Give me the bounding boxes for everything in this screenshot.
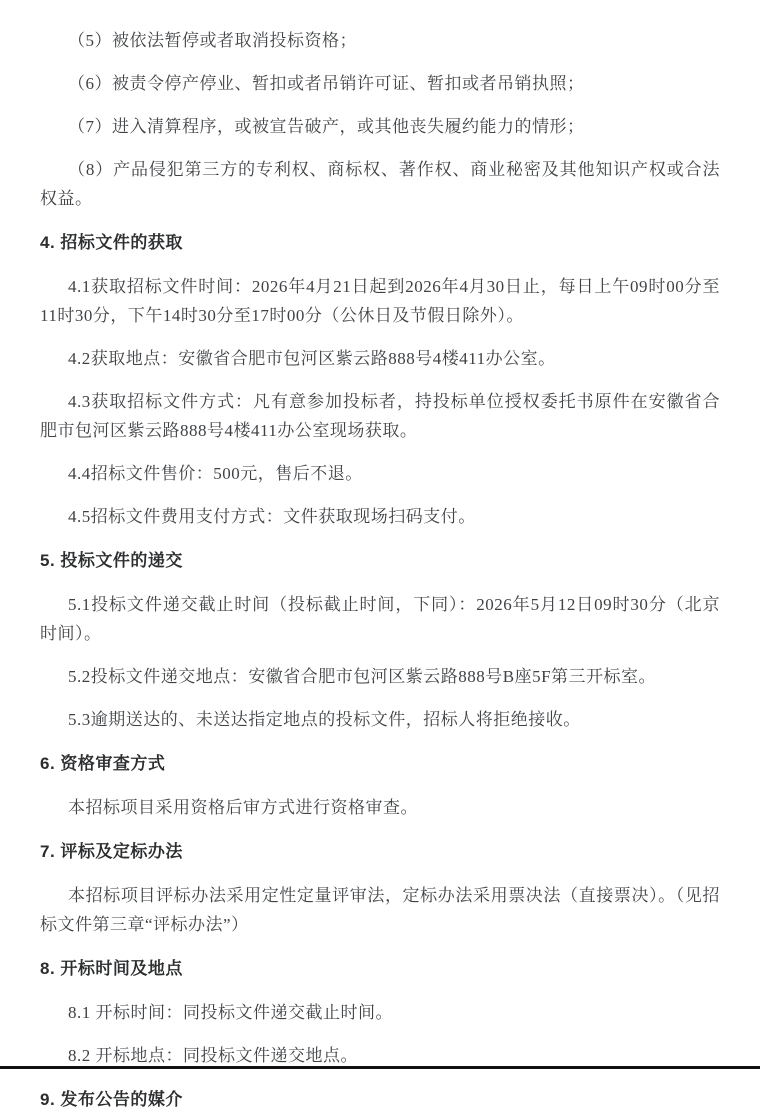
document-section — [40, 839, 720, 939]
section-paragraph: 5.3逾期送达的、未送达指定地点的投标文件，招标人将拒绝接收。 — [68, 710, 581, 729]
intro-list-item: （7）进入清算程序，或被宣告破产，或其他丧失履约能力的情形； — [68, 117, 585, 136]
document-section — [40, 548, 720, 734]
intro-list-item: （5）被依法暂停或者取消投标资格； — [68, 31, 357, 50]
section-heading: 5. 投标文件的递交 — [40, 551, 183, 570]
section-heading: 9. 发布公告的媒介 — [40, 1090, 183, 1109]
section-heading: 6. 资格审查方式 — [40, 754, 166, 773]
section-paragraph: 8.1 开标时间：同投标文件递交截止时间。 — [68, 1003, 393, 1022]
document-section — [40, 230, 720, 531]
document-body — [40, 26, 720, 1113]
intro-list-item: （8）产品侵犯第三方的专利权、商标权、著作权、商业秘密及其他知识产权或合法权益。 — [40, 160, 720, 208]
document-section — [40, 956, 720, 1070]
section-paragraph: 本招标项目评标办法采用定性定量评审法，定标办法采用票决法（直接票决）。（见招标文件第三章“评标办法”） — [40, 886, 720, 934]
section-paragraph: 4.5招标文件费用支付方式：文件获取现场扫码支付。 — [68, 507, 476, 526]
document-section — [40, 1087, 720, 1113]
section-heading: 7. 评标及定标办法 — [40, 842, 183, 861]
sections-container — [40, 230, 720, 1113]
section-paragraph: 4.1获取招标文件时间：2026年4月21日起到2026年4月30日止，每日上午09时00分至11时30分，下午14时30分至17时00分（公休日及节假日除外）。 — [40, 277, 720, 325]
section-paragraph: 5.1投标文件递交截止时间（投标截止时间，下同）：2026年5月12日09时30分（北京时间）。 — [40, 595, 720, 643]
intro-list-item: （6）被责令停产停业、暂扣或者吊销许可证、暂扣或者吊销执照； — [68, 74, 585, 93]
section-paragraph: 5.2投标文件递交地点：安徽省合肥市包河区紫云路888号B座5F第三开标室。 — [68, 667, 657, 686]
section-heading: 4. 招标文件的获取 — [40, 233, 183, 252]
bottom-rule — [0, 1066, 760, 1069]
section-paragraph: 4.2获取地点：安徽省合肥市包河区紫云路888号4楼411办公室。 — [68, 349, 556, 368]
section-heading: 8. 开标时间及地点 — [40, 959, 183, 978]
section-paragraph: 本招标项目采用资格后审方式进行资格审查。 — [68, 798, 418, 817]
section-paragraph: 4.4招标文件售价：500元，售后不退。 — [68, 464, 363, 483]
section-paragraph: 4.3获取招标文件方式：凡有意参加投标者，持投标单位授权委托书原件在安徽省合肥市包河区紫云路888号4楼411办公室现场获取。 — [40, 392, 720, 440]
document-section — [40, 751, 720, 822]
intro-list — [40, 26, 720, 213]
section-paragraph: 8.2 开标地点：同投标文件递交地点。 — [68, 1046, 358, 1065]
